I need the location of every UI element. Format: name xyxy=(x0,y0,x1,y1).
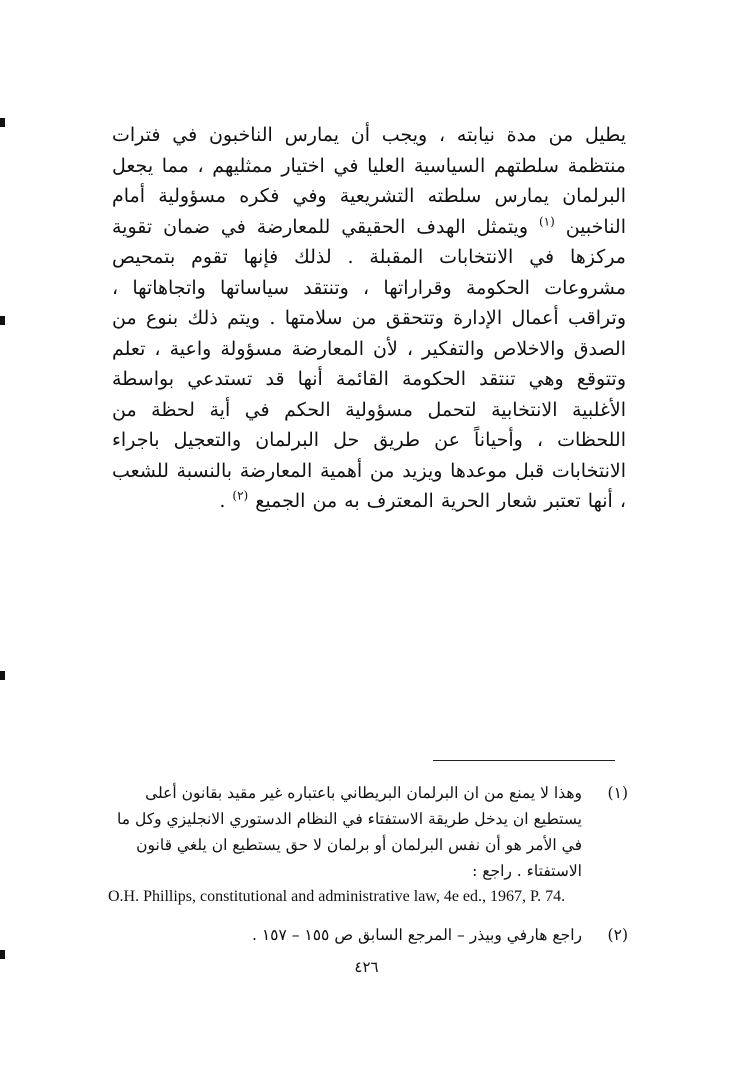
page-number: ٤٢٦ xyxy=(354,958,379,976)
paragraph-text-end: . xyxy=(219,490,226,512)
footnote-2 xyxy=(108,922,628,948)
main-paragraph xyxy=(112,120,626,517)
paragraph-text-start: يطيل من مدة نيابته ، ويجب أن يمارس الناخبون في فترات منتظمة سلطتهم السياسية العليا في اختيار ممثليهم ، مما يجعل البرلمان يمارس سلطته التشريعية وفي فكره مسؤولية أمام الناخبين xyxy=(112,124,626,238)
footnote-reference-1[interactable]: (١) xyxy=(538,214,555,229)
footnotes-section xyxy=(108,780,628,948)
scan-edge-mark xyxy=(0,118,5,127)
footnote-1-number: (١) xyxy=(607,784,628,802)
footnote-1-citation: O.H. Phillips, constitutional and administrative law, 4e ed., 1967, P. 74. xyxy=(108,888,566,905)
scan-edge-mark xyxy=(0,671,5,680)
footnote-2-number: (٢) xyxy=(607,926,628,944)
footnote-2-arabic-text: راجع هارفي وبيذر – المرجع السابق ص ١٥٥ – ١٥٧ . xyxy=(251,926,582,944)
paragraph-text-middle: ويتمثل الهدف الحقيقي للمعارضة في ضمان تقوية مركزها في الانتخابات المقبلة . لذلك فإنها تقوم بتمحيص مشروعات الحكومة وقراراتها ، وتنتقد سياساتها واتجاهاتها ، وتراقب أعمال الإدارة وتتحقق من سلامتها . ويتم ذلك بنوع من الصدق والاخلاص والتفكير ، لأن المعارضة مسؤولة واعية ، تعلم وتتوقع وهي تنتقد الحكومة القائمة أنها قد تستدعي بواسطة الأغلبية الانتخابية لتحمل مسؤولية الحكم في أية لحظة من اللحظات ، وأحياناً عن طريق حل البرلمان والتعجيل باجراء الانتخابات قبل موعدها ويزيد من أهمية المعارضة بالنسبة للشعب ، أنها تعتبر شعار الحرية المعترف به من الجميع xyxy=(112,215,626,512)
footnote-separator xyxy=(433,760,615,761)
footnote-1-arabic-text: وهذا لا يمنع من ان البرلمان البريطاني باعتباره غير مقيد بقانون أعلى يستطيع ان يدخل طريقة الاستفتاء في النظام الدستوري الانجليزي وكل ما في الأمر هو أن نفس البرلمان أو برلمان لا حق يستطيع ان يلغي قانون الاستفتاء . راجع : xyxy=(117,784,582,880)
scan-edge-mark xyxy=(0,316,5,325)
footnote-reference-2[interactable]: (٢) xyxy=(232,488,249,503)
footnote-1 xyxy=(108,780,628,908)
